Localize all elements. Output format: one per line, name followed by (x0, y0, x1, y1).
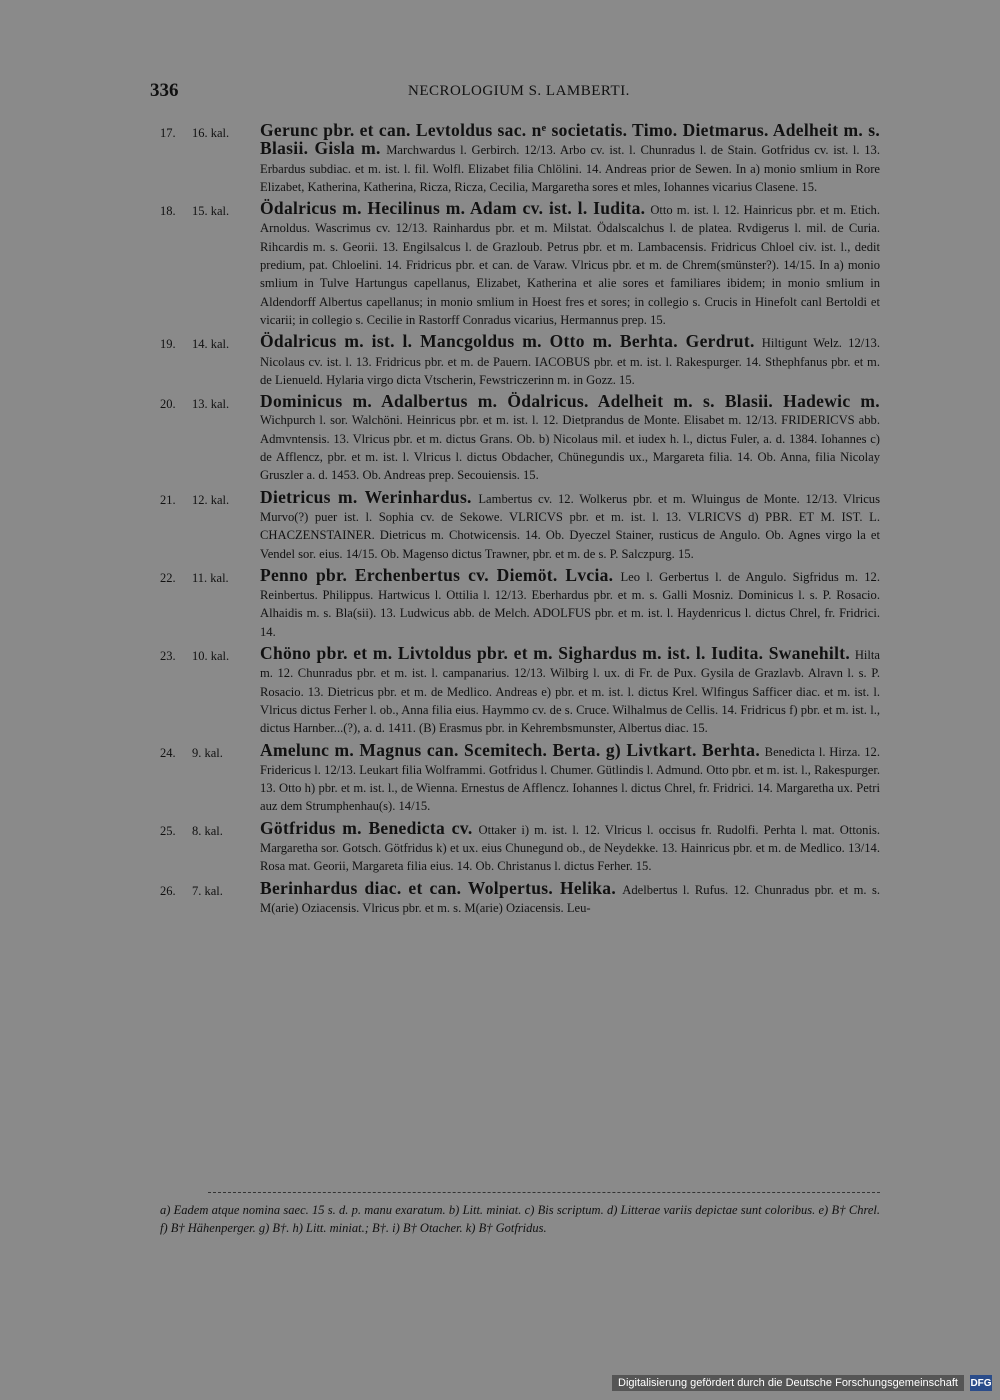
entry-body: Wichpurch l. sor. Walchöni. Heinricus pbr. et m. ist. l. 12. Dietprandus de Monte. Elisabet m. 12/13. FRIDERICVS abb. Admvntensis. 13. Vlricus pbr. et m. dictus Grans. Ob. b) Nicolaus mil. et iudex h. l., dictus Fuler, a. d. 1384. Iohannes c) de Afflencz, pbr. et m. ist. l. Vlricus l. dictus Obdacher, Chünegundis ux., Margareta filia. 14. Ob. Anna, filia Nicolay Gruszler a. d. 1453. Ob. Andreas prep. Secouiensis. 15. (260, 413, 880, 483)
entry-kalend: 12. kal. (192, 492, 230, 507)
entry-number: 22. (160, 570, 176, 585)
entry-body: Lambertus cv. 12. Wolkerus pbr. et m. Wluingus de Monte. 12/13. Vlricus Murvo(?) puer ist. l. Sophia cv. de Sekowe. VLRICVS pbr. et m. ist. l. 13. VLRICVS d) PBR. ET M. IST. L. CHACZENSTAINER. Dietricus m. Chotwicensis. 14. Ob. Dyeczel Stainer, rusticus de Angulo. Ob. Agnes virgo la et Vendel sor. eius. 14/15. Ob. Magenso dictus Trawner, pbr. et m. de s. P. Salczpurg. 15. (260, 491, 880, 561)
page-header (150, 80, 880, 110)
entry-22 (160, 564, 880, 641)
entry-kalend: 8. kal. (192, 823, 223, 838)
entry-lead: Penno pbr. Erchenbertus cv. Diemöt. Lvcia. (260, 564, 614, 585)
running-head: NECROLOGIUM S. LAMBERTI. (408, 83, 630, 99)
footnote-divider (208, 1192, 880, 1193)
entry-kalend: 15. kal. (192, 204, 230, 219)
entry-lead: Ödalricus m. Hecilinus m. Adam cv. ist. l. Iudita. (260, 198, 646, 219)
entry-kalend: 9. kal. (192, 745, 223, 760)
entry-body: Leo l. Gerbertus l. de Angulo. Sigfridus m. 12. Reinbertus. Philippus. Hartwicus l. Ottilia l. 12/13. Eberhardus pbr. et m. s. Galli Mosniz. Dominicus l. s. P. Rosacio. Alhaidis m. s. Bla(sii). 13. Ludwicus abb. de Melch. ADOLFUS pbr. et m. ist. l. Haydenricus l. dictus Chrel, fr. Fridrici. 14. (260, 569, 880, 639)
entry-25 (160, 817, 881, 876)
digitization-footer (612, 1374, 992, 1392)
entry-20 (160, 393, 880, 484)
entry-number: 23. (160, 649, 176, 664)
entry-body: Marchwardus l. Gerbirch. 12/13. Arbo cv. ist. l. Chunradus l. de Stain. Gotfridus cv. ist. l. 13. Erbardus subdiac. et m. ist. l. fil. Wolfl. Elizabet filia Chlölini. 14. Andreas prior de Sewen. In a) monio smlium in Rore Elizabet, Katherina, Katherina, Ricza, Ricza, Cecilia, Margaretha sores et mles, Iohannes vicarius Clasene. 15. (260, 143, 881, 194)
entry-24 (160, 739, 880, 816)
entry-lead: Dominicus m. Adalbertus m. Ödalricus. Adelheit m. s. Blasii. Hadewic m. (260, 391, 880, 412)
footer-text: Digitalisierung gefördert durch die Deutsche Forschungsgemeinschaft (612, 1375, 964, 1391)
entry-number: 19. (160, 337, 176, 352)
entry-number: 21. (160, 492, 176, 507)
entry-number: 26. (160, 883, 176, 898)
entry-lead: Chöno pbr. et m. Livtoldus pbr. et m. Sighardus m. ist. l. Iudita. Swanehilt. (260, 643, 851, 664)
entry-number: 17. (160, 126, 176, 140)
footnotes: a) Eadem atque nomina saec. 15 s. d. p. manu exaratum. b) Litt. miniat. c) Bis scriptum. d) Litterae variis depictae sunt coloribus. e) B† Chrel. f) B† Hähenperger. g) B†. h) Litt. miniat.; B†. i) B† Otacher. k) B† Gotfridus. (160, 1203, 880, 1235)
entry-body: Hiltigunt Welz. 12/13. Nicolaus cv. ist. l. 13. Fridricus pbr. et m. de Pauern. IACOBUS pbr. et m. ist. l. Rakespurger. 14. Sthephfanus pbr. et m. de Lienueld. Hylaria virgo dicta Vtscherin, Fewstriczerinn m. in Gozz. 15. (260, 336, 881, 387)
entry-18 (160, 200, 880, 329)
entry-lead: Amelunc m. Magnus can. Scemitech. Berta. g) Livtkart. Berhta. (260, 739, 760, 760)
entry-number: 24. (160, 745, 176, 760)
entry-21 (160, 486, 880, 563)
entry-kalend: 13. kal. (192, 397, 230, 412)
page-number: 336 (150, 80, 179, 101)
entry-17 (160, 122, 880, 196)
entry-lead: Berinhardus diac. et can. Wolpertus. Helika. (260, 877, 617, 898)
entry-number: 20. (160, 397, 176, 412)
entry-lead: Dietricus m. Werinhardus. (260, 486, 472, 507)
entry-body: Hilta m. 12. Chunradus pbr. et m. ist. l. campanarius. 12/13. Wilbirg l. ux. di Fr. de Pux. Gysila de Grazlavb. Alravn l. s. P. Rosacio. 13. Dietricus pbr. et m. de Medlico. Andreas e) pbr. et m. ist. l. dictus Krel. Wlfingus Safficer diac. et m. ist. l. Vlricus dictus Ferher l. ob., Anna filia eius. Haymmo cv. de s. Cruce. Wilhalmus de Cellis. 14. Fridricus f) pbr. et m. ist. l., dictus Harnber...(?), a. d. 1411. (B) Erasmus pbr. in Kehrembsmunster, Albertus diac. 15. (260, 648, 881, 736)
entry-body: Benedicta l. Hirza. 12. Fridericus l. 12/13. Leukart filia Wolframmi. Gotfridus l. Chumer. Gütlindis l. Admund. Otto pbr. et m. ist. l., Rakespurger. 13. Otto h) pbr. et m. ist. l., de Wienna. Ernestus de Afflencz. Iohannes l. dictus Chrel, fr. Fridrici. 14. Margaretha ux. Petri auz dem Strumphenhau(s). 14/15. (260, 744, 880, 814)
entry-23 (160, 645, 880, 737)
entry-lead: Ödalricus m. ist. l. Mancgoldus m. Otto m. Berhta. Gerdrut. (260, 331, 755, 352)
entry-19 (160, 333, 880, 389)
entry-body: Ottaker i) m. ist. l. 12. Vlricus l. occisus fr. Rudolfi. Perhta l. mat. Ottonis. Margaretha sor. Gotsch. Götfridus k) et ux. eius Chunegund ob., de Neydekke. 13. Hainricus pbr. et m. de Medlico. 13/14. Rosa mat. Georii, Margareta filia eius. 14. Ob. Christanus l. dictus Ferher. 15. (260, 822, 881, 874)
entry-kalend: 11. kal. (192, 570, 229, 585)
entry-lead: Gerunc pbr. et can. Levtoldus sac. nᵉ societatis. Timo. Dietmarus. Adelheit m. s. Blasii. Gisla m. (260, 120, 880, 159)
entry-lead: Götfridus m. Benedicta cv. (260, 817, 473, 838)
entry-26 (160, 877, 881, 918)
dfg-logo-icon: DFG (970, 1375, 992, 1391)
entry-kalend: 10. kal. (192, 649, 230, 664)
entry-body: Otto m. ist. l. 12. Hainricus pbr. et m. Etich. Arnoldus. Wascrimus cv. 12/13. Rainhardus pbr. et m. Milstat. Ödalscalchus l. de platea. Rvdigerus l. mil. de Curia. Rihcardis m. s. Georii. 13. Engilsalcus l. de Grazloub. Petrus pbr. et m. Lambacensis. Fridricus Chloel civ. ist. l., dedit predium, pat. Chloelini. 14. Fridricus pbr. et can. de Varaw. Vlricus pbr. et m. de Chrem(smünster?). 14/15. In a) monio smlium in Tulve Hartungus capellanus, Elizabet, Katherina et alie sores et familiares ibidem; in monio smlium in Aldendorff Albertus capellanus; in monio smlium in Hoest fres et sores; in collegio s. Crucis in Hinefolt canl Bertoldi et vicarii; in collegio s. Cecilie in Rastorff Conradus vicarius, Hermannus prep. 15. (260, 203, 881, 327)
entries-list (160, 122, 880, 921)
entry-number: 18. (160, 204, 176, 219)
entry-kalend: 16. kal. (192, 126, 230, 140)
entry-body: Adelbertus l. Rufus. 12. Chunradus pbr. et m. s. M(arie) Oziacensis. Vlricus pbr. et m. s. M(arie) Oziacensis. Leu- (260, 882, 881, 915)
entry-number: 25. (160, 823, 176, 838)
entry-kalend: 7. kal. (192, 883, 223, 898)
entry-kalend: 14. kal. (192, 337, 230, 352)
